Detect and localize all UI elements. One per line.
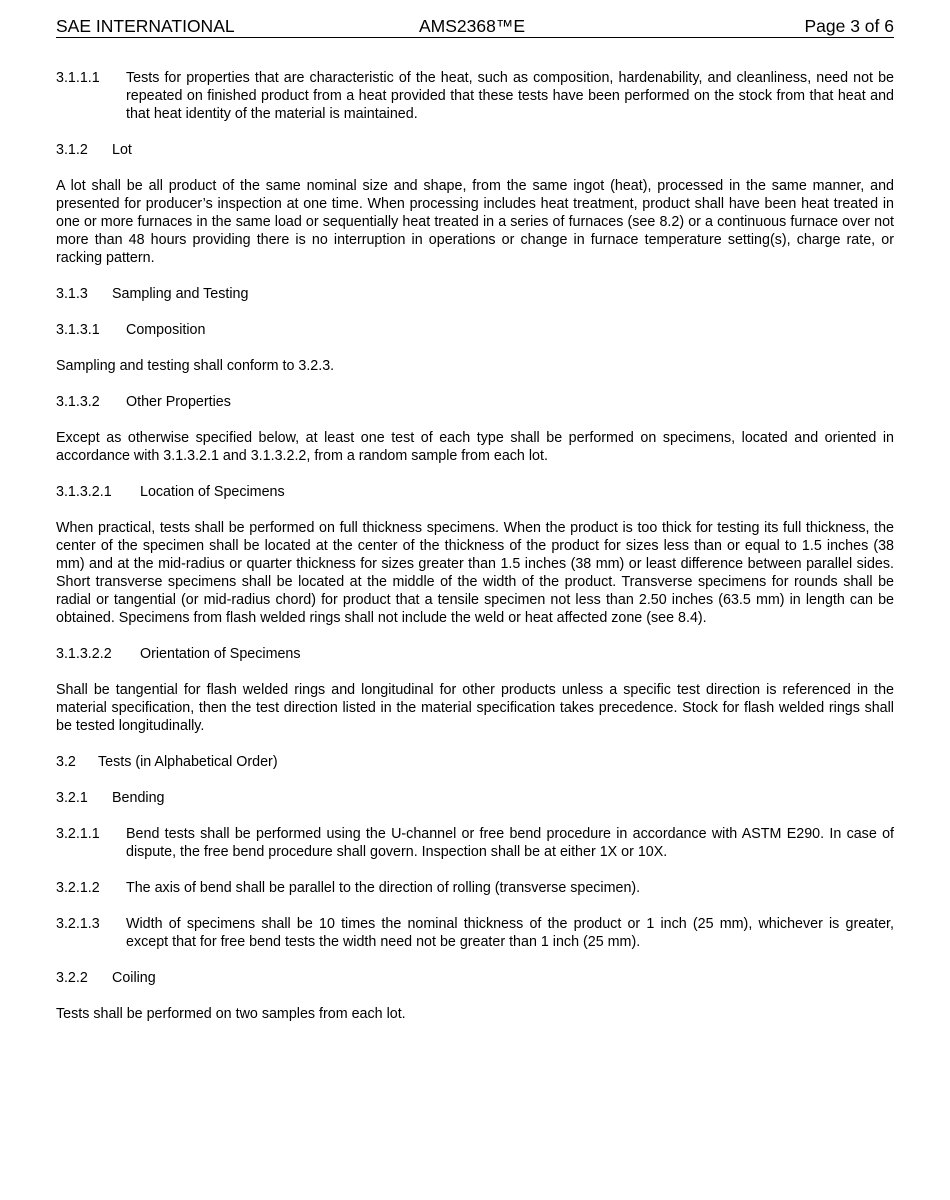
clause-3-2-1-1 [56, 825, 894, 861]
heading-3-2-2 [56, 969, 894, 987]
clause-number: 3.2.1.3 [56, 916, 100, 932]
clause-number: 3.2.1.2 [56, 880, 100, 896]
heading-number: 3.2.2 [56, 970, 88, 986]
clause-3-2-1-2 [56, 879, 894, 897]
heading-title: Bending [112, 790, 165, 806]
heading-title: Sampling and Testing [112, 286, 249, 302]
clause-3-1-1-1 [56, 69, 894, 123]
clause-text: Width of specimens shall be 10 times the nominal thickness of the product or 1 inch (25 mm), whichever is greater, except that for free bend tests the width need not be greater than 1 inch (25 mm). [126, 916, 894, 950]
clause-3-2-1-3 [56, 915, 894, 951]
heading-3-1-3 [56, 285, 894, 303]
heading-number: 3.1.3.2.2 [56, 646, 112, 662]
heading-title: Lot [112, 142, 132, 158]
header-page-number: Page 3 of 6 [804, 16, 894, 36]
clause-text: The axis of bend shall be parallel to the direction of rolling (transverse specimen). [126, 880, 641, 896]
heading-3-1-3-2-2 [56, 645, 894, 663]
header-doc-number: AMS2368™E [419, 16, 526, 36]
clause-text: Bend tests shall be performed using the U-channel or free bend procedure in accordance with ASTM E290. In case of dispute, the free bend procedure shall govern. Inspection shall be at either 1X or 10X. [126, 826, 894, 860]
document-body [56, 69, 894, 1023]
clause-text: Tests for properties that are characteristic of the heat, such as composition, hardenability, and cleanliness, need not be repeated on finished product from a heat provided that these tests have been performed on the stock from that heat and that heat identity of the material is maintained. [126, 70, 894, 122]
heading-3-2 [56, 753, 894, 771]
clause-number: 3.1.1.1 [56, 70, 100, 86]
paragraph-other-properties: Except as otherwise specified below, at least one test of each type shall be performed on specimens, located and oriented in accordance with 3.1.3.2.1 and 3.1.3.2.2, from a random sample from each lot. [56, 430, 894, 464]
clause-number: 3.2.1.1 [56, 826, 100, 842]
heading-title: Location of Specimens [140, 484, 285, 500]
heading-number: 3.1.3.2 [56, 394, 100, 410]
header-org: SAE INTERNATIONAL [56, 16, 235, 36]
heading-number: 3.1.3 [56, 286, 88, 302]
heading-title: Tests (in Alphabetical Order) [98, 754, 278, 770]
heading-3-1-3-2-1 [56, 483, 894, 501]
heading-title: Orientation of Specimens [140, 646, 301, 662]
paragraph-location-of-specimens: When practical, tests shall be performed on full thickness specimens. When the product is too thick for testing its full thickness, the center of the specimen shall be located at the center of the thickness of the product for sizes less than or equal to 1.5 inches (38 mm) and at the mid-radius or quarter thickness for sizes greater than 1.5 inches (38 mm) or least difference between parallel sides. Short transverse specimens shall be located at the middle of the width of the product. Transverse specimens for rounds shall be radial or tangential (or mid-radius chord) for product that a tensile specimen not less than 2.50 inches (63.5 mm) in length can be obtained. Specimens from flash welded rings shall not include the weld or heat affected zone (see 8.4). [56, 520, 894, 626]
heading-number: 3.2 [56, 754, 76, 770]
heading-number: 3.1.3.2.1 [56, 484, 112, 500]
heading-number: 3.2.1 [56, 790, 88, 806]
heading-3-1-3-2 [56, 393, 894, 411]
paragraph-orientation-of-specimens: Shall be tangential for flash welded rings and longitudinal for other products unless a specific test direction is referenced in the material specification, then the test direction listed in the material specification takes precedence. Stock for flash welded rings shall be tested longitudinally. [56, 682, 894, 734]
paragraph-composition: Sampling and testing shall conform to 3.2.3. [56, 358, 335, 374]
heading-3-2-1 [56, 789, 894, 807]
page-header [56, 16, 894, 38]
paragraph-coiling: Tests shall be performed on two samples from each lot. [56, 1006, 406, 1022]
heading-title: Composition [126, 322, 206, 338]
paragraph-lot: A lot shall be all product of the same nominal size and shape, from the same ingot (heat), processed in the same manner, and presented for producer’s inspection at one time. When processing includes heat treatment, product shall have been heat treated in one or more furnaces in the same load or sequentially heat treated in a series of furnaces (see 8.2) or a continuous furnace over not more than 48 hours providing there is no interruption in operations or change in furnace temperature setting(s), charge rate, or racking pattern. [56, 178, 894, 266]
heading-title: Other Properties [126, 394, 231, 410]
heading-number: 3.1.3.1 [56, 322, 100, 338]
heading-3-1-2 [56, 141, 894, 159]
heading-number: 3.1.2 [56, 142, 88, 158]
heading-3-1-3-1 [56, 321, 894, 339]
heading-title: Coiling [112, 970, 156, 986]
